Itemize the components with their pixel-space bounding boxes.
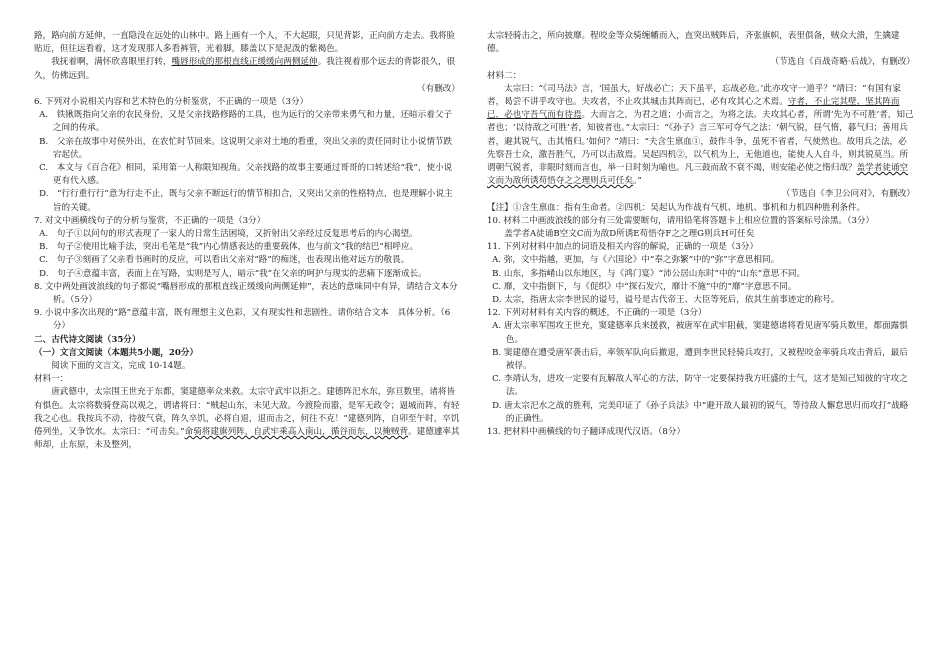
- right-column: [487, 30, 915, 439]
- classical-passage: [34, 386, 460, 452]
- material-label: 材料一：: [34, 374, 69, 385]
- question-13: 13. 把材料中画横线的句子翻译成现代汉语。（8分）: [487, 427, 686, 438]
- option-11b: B. 山东，多指崤山以东地区，与《鸿门宴》“沛公居山东时”中的“山东”意思不同。: [492, 268, 806, 279]
- passage-text: 唐武德中，太宗围王世充于东都，窦建德率众来救。太宗守武牢以拒之。建德阵汜水东，弥亘数里，诸将皆有惧色。太宗将数骑登高以观之，谓诸将曰：“贼起山东，未见大敌。今渡险而嚣，是军无政令；逼城而阵，有轻我之心也。我按兵不动，待彼气衰，阵久卒饥，必将自退，退而击之，何往不克！”建德列阵，自卯至午时，卒饥倦列坐，又争饮水。太宗曰：“可击矣。”: [34, 387, 460, 438]
- wavy-underlined-sentence: 命骑将建旗列阵，自武牢乘高入南山，循谷而东，以掩贼背: [184, 427, 409, 438]
- question-10: 10. 材料二中画波浪线的部分有三处需要断句，请用铅笔将答题卡上相应位置的答案标号涂黑。（3分）: [487, 215, 875, 226]
- story-text: 我抚着啊，满怀欣喜眼里打转，: [51, 57, 172, 68]
- option-12d: D. 唐太宗汜水之战的胜利，完美印证了《孙子兵法》中“避开敌人最初的锐气，等待敌人懈怠思归而攻打”战略的正确性。: [492, 400, 909, 424]
- option-7c: C. 句子③刻画了父亲看书画时的反应，可以看出父亲对“路”的痴迷，也表现出他对远方的敬畏。: [39, 255, 410, 266]
- sentence-break-line: 盖学者A徒诵B空文C而为敌D所诱E苟悟夺F之之理G则兵H可任矣: [504, 229, 755, 240]
- option-6a: A. 铁锹既指向父亲的农民身份，又是父亲找路修路的工具，也为远行的父亲带来勇气和力量，还暗示着父子之间的传承。: [39, 110, 453, 134]
- option-6d: D. “行行重行行”意为行走不止，既与父亲不断远行的情节相扣合，又突出父亲的性格特点，也是理解小说主旨的关键。: [39, 189, 453, 213]
- option-6b: B. 父亲在故事中对侯外出，在农忙时节回来。这说明父亲对土地的看重，突出父亲的责任同时让小说情节跌宕起伏。: [39, 136, 453, 160]
- section-heading: 二、古代诗文阅读（35分）: [34, 334, 141, 345]
- instructions: 阅读下面的文言文，完成 10-14题。: [51, 361, 191, 372]
- option-7b: B. 句子②使用比喻手法，突出毛笔是“我”内心情感表达的重要载体，也与前文“我的结巴”相呼应。: [39, 242, 419, 253]
- question-7: 7. 对文中画横线句子的分析与鉴赏，不正确的一项是（3分）: [34, 215, 266, 226]
- story-paragraph: 路，路向前方延伸，一直隐没在远处的山林中。路上画有一个人，不大起眼，只见背影，正向前方走去。我将脸贴近，但往远看着，这才发现那人多看裤管，光着脚，膝盖以下是泥泼的紫褐色。: [34, 31, 456, 55]
- option-7d: D. 句子④意蕴丰富，表面上在写路，实则是写人，暗示“我”在父亲的呵护与现实的悲痛下逐渐成长。: [39, 268, 427, 279]
- annotation-note: 【注】①含生禀血：指有生命者。②四机：吴起认为作战有气机、地机、事机和力机四种胜利条件。: [487, 202, 866, 213]
- classical-passage: 太宗轻骑击之，所向披靡。程咬金等众骑缠幡而入，直突出贼阵后，齐张旗帜，表里俱备，贼众大溃，生擒建德。: [487, 31, 900, 55]
- left-column: [34, 30, 460, 453]
- passage-text: 。”: [633, 176, 642, 187]
- source-note: （节选自《百战奇略·后战》，有删改）: [770, 57, 915, 68]
- underlined-sentence: 守者，不止完其壁、坚其阵而已，必也守吾气而有待焉: [487, 97, 900, 121]
- source-note: （节选自《李卫公问对》，有删改）: [781, 189, 915, 200]
- question-9: 9. 小说中多次出现的“路”意蕴丰富，既有理想主义色彩，又有现实性和悲剧性。请你结合文本 具体分析。（6分）: [34, 308, 451, 332]
- passage-text: 太宗曰：“《司马法》言，‘国虽大，好战必亡；天下虽平，忘战必危。’此亦攻守一道乎？”靖曰：“有国有家者，曷尝不讲乎攻守也。夫攻者，不止攻其城击其阵而已，必有攻其心之术焉。: [487, 83, 901, 108]
- classical-passage: [487, 83, 915, 189]
- subsection-heading: （一）文言文阅读（本题共5小题，20分）: [34, 347, 199, 358]
- source-note: （有删改）: [417, 83, 460, 94]
- option-12b: B. 窦建德在遭受唐军袭击后，率领军队向后撤退，遭到李世民轻骑兵攻打，又被程咬金率骑兵攻击背后，最后被俘。: [492, 347, 908, 372]
- option-7a: A. 句子①以问句的形式表现了一家人的日常生活困境，又折射出父亲经过反复思考后的内心渴望。: [39, 229, 418, 240]
- underlined-sentence: 嘴唇形成的那根直线正缓缓向两侧延伸: [171, 57, 318, 68]
- option-12a: A. 唐太宗率军围攻王世充，窦建德率兵来援救，被唐军在武牢阻截，窦建德诸将看见唐军骑兵数里，都面露惧色。: [492, 321, 908, 345]
- question-6: 6. 下列对小说相关内容和艺术特色的分析鉴赏，不正确的一项是（3分）: [34, 97, 309, 108]
- question-12: 12. 下列对材料有关内容的概述，不正确的一项是（3分）: [487, 308, 707, 319]
- option-11c: C. 靡，文中指倒下，与《促织》中“探石发穴，靡计不施”中的“靡”字意思不同。: [492, 281, 797, 292]
- option-11d: D. 太宗，指唐太宗李世民的谥号，谥号是古代帝王、大臣等死后，依其生前事迹定的称号。: [492, 295, 840, 306]
- story-paragraph: [34, 56, 460, 82]
- material-label: 材料二：: [487, 70, 522, 81]
- passage-text: 。建德遽率其师却，止东原，未及整列，: [34, 427, 460, 451]
- story-text: 。我注视着那个远去的背影很久，很久，仿佛远到。: [34, 57, 456, 81]
- question-8: 8. 文中两处画波浪线的句子都说“嘴唇形成的那根直线正缓缓向两侧延伸”，表达的意味同中有异，请结合文本分析。（5分）: [34, 281, 458, 306]
- passage-text: 。大而言之，为君之道；小而言之，为将之法。夫攻其心者，所谓‘先为不可胜’者，知己者也；‘以待敌之可胜’者，知彼者也。”太宗曰：“《孙子》言三军可夺气之法：‘朝气锐，昼气惰，暮气归；善用兵者，避其锐气，击其惰归。’如何？”靖曰：“夫含生禀血①，鼓作斗争，虽死不省者，气使然也。故用兵之法，必先察吾士众，激吾胜气，乃可以击敌焉。吴起四机②，以气机为上，无他道也，能使人人自斗，则其锐莫当。所谓朝气锐者，非限时刻而言也，举一日时刻为喻也。凡三鼓而敌不衰不竭，则安能必使之惰归哉？: [487, 110, 914, 174]
- option-11a: A. 弥，文中指越，更加，与《六国论》中“奉之弥繁”中的“弥”字意思相同。: [492, 255, 780, 266]
- option-12c: C. 李靖认为，进攻一定要有瓦解敌人军心的方法，防守一定要保持我方旺盛的士气，这才是知己知彼的守攻之法。: [492, 374, 908, 398]
- question-11: 11. 下列对材料中加点的词语及相关内容的解说，正确的一项是（3分）: [487, 242, 759, 253]
- option-6c: C. 本文与《百合花》相同，采用第一人称限知视角。父亲找路的故事主要通过哥哥的口转述给“我”，使小说更有代入感。: [39, 163, 453, 187]
- wavy-underlined-sentence: 盖学者徒诵空文而为敌所诱苟悟夺之之理则兵可任矣: [487, 163, 909, 187]
